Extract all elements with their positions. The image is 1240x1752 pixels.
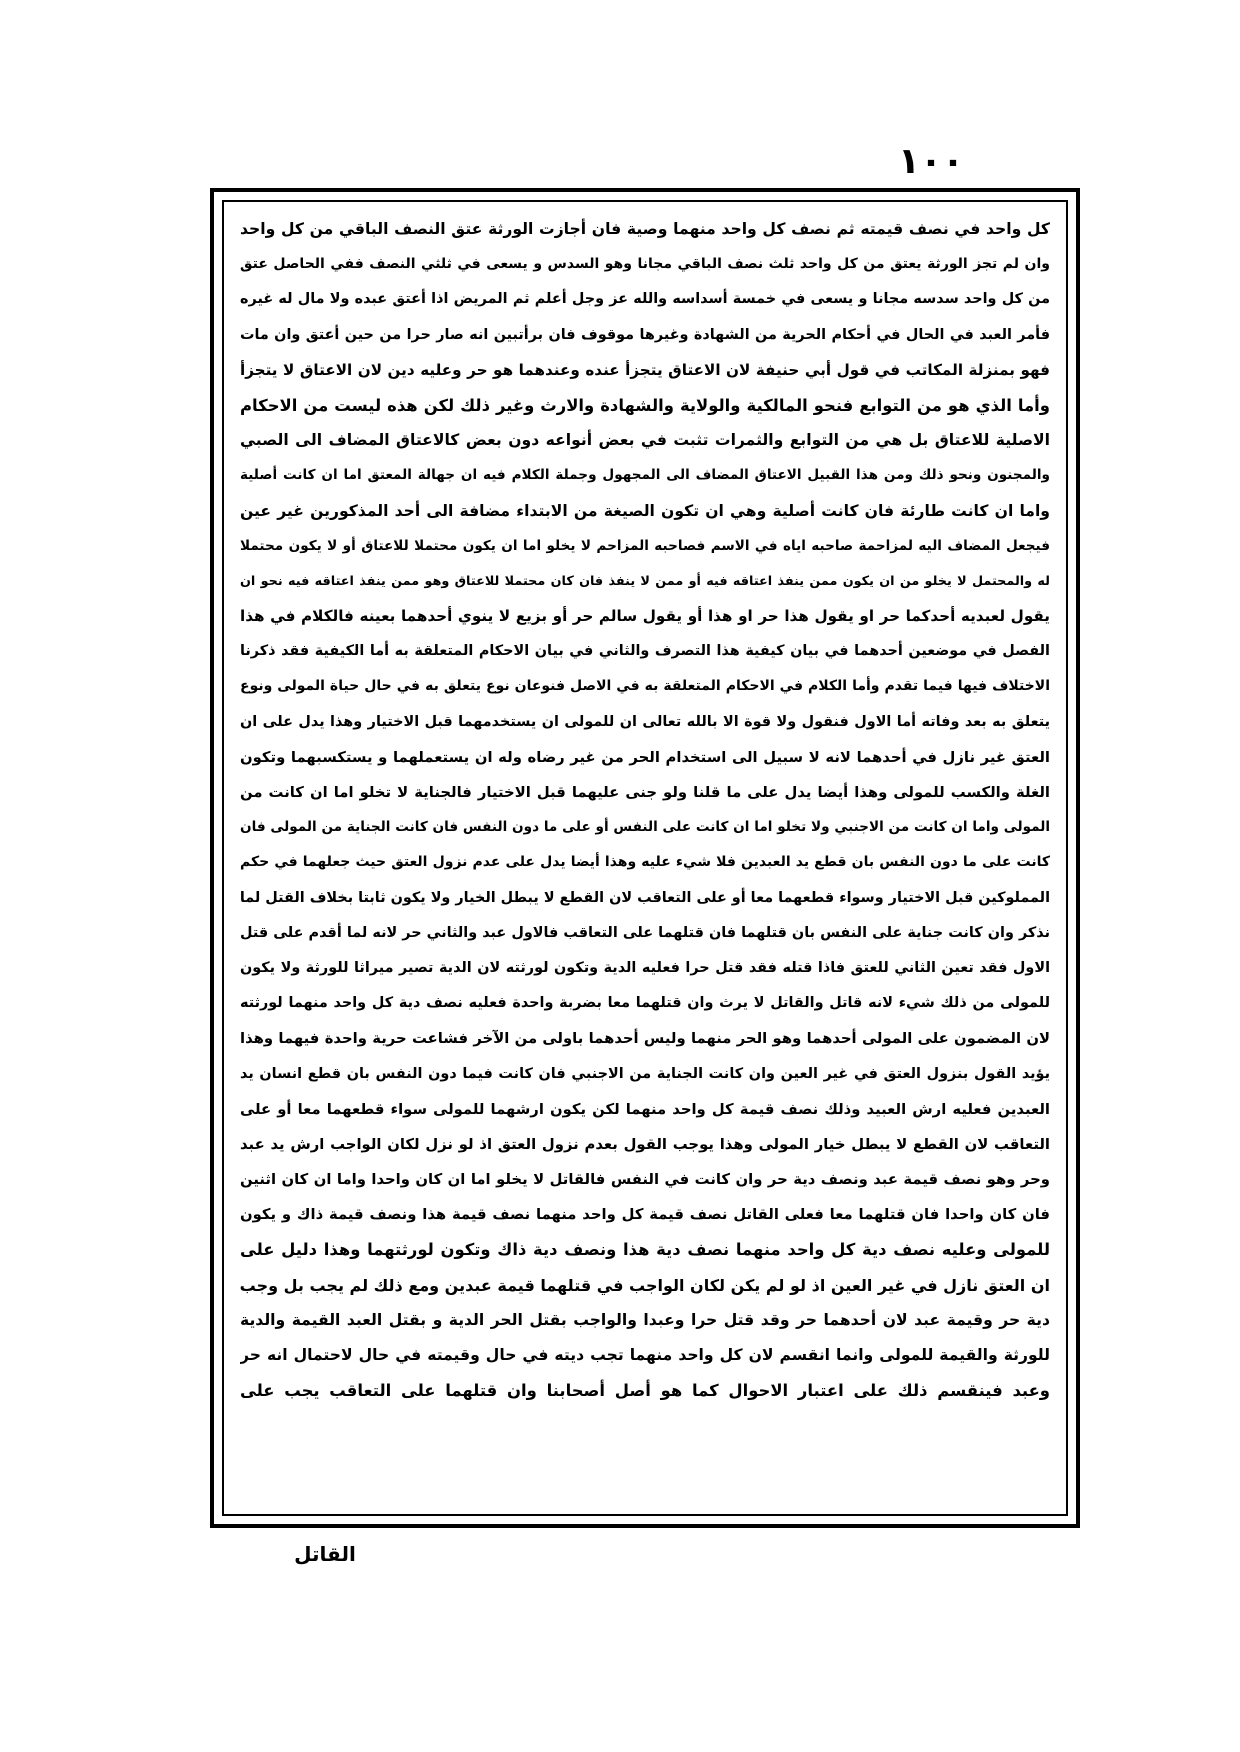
text-line: الاصلية للاعتاق بل هي من التوابع والثمرات تثبت في بعض أنواعه دون بعض كالاعتاق المضاف الى الصبي bbox=[240, 431, 1050, 450]
body-text bbox=[240, 212, 1050, 1504]
text-line: يقول لعبديه أحدكما حر او يقول هذا حر او هذا أو يقول سالم حر أو بزيع لا ينوي أحدهما بعينه فالكلام في هذا bbox=[240, 607, 1050, 626]
text-line: فهو بمنزلة المكاتب في قول أبي حنيفة لان الاعتاق يتجزأ عنده وعندهما هو حر وعليه دين لان الاعتاق لا يتجزأ bbox=[240, 360, 1050, 379]
text-line: نذكر وان كانت جناية على النفس بان قتلهما فان قتلهما على التعاقب فالاول عبد والثاني حر لانه لما أقدم على قتل bbox=[240, 924, 1050, 941]
text-line: يتعلق به بعد وفاته أما الاول فنقول ولا قوة الا بالله تعالى ان للمولى ان يستخدمهما قبل الاختيار وهذا يدل على ان bbox=[240, 713, 1050, 730]
page-frame bbox=[210, 188, 1080, 1528]
text-line: فيجعل المضاف اليه لمزاحمة صاحبه اياه في الاسم فصاحبه المزاحم لا يخلو اما ان يكون محتملا للاعتاق أو لا يكون محتملا bbox=[240, 537, 1050, 554]
text-line: لان المضمون على المولى أحدهما وهو الحر منهما وليس أحدهما باولى من الآخر فشاعت حرية واحدة فيهما وهذا bbox=[240, 1030, 1050, 1048]
text-line: وان لم تجز الورثة يعتق من كل واحد ثلث نصف الباقي مجانا وهو السدس و يسعى في ثلثي النصف ففي الحاصل عتق bbox=[240, 256, 1050, 273]
text-line: فان كان واحدا فان قتلهما معا فعلى القاتل نصف قيمة كل واحد منهما نصف قيمة هذا ونصف قيمة ذاك و يكون bbox=[240, 1206, 1050, 1224]
text-line: له والمحتمل لا يخلو من ان يكون ممن ينفذ اعتاقه فيه أو ممن لا ينفذ فان كان محتملا للاعتاق وهو ممن ينفذ اعتاقه فيه نحو ان bbox=[240, 573, 1050, 589]
text-line: الاختلاف فيها فيما تقدم وأما الكلام في الاحكام المتعلقة به في الاصل فنوعان نوع يتعلق به في حال حياة المولى ونوع bbox=[240, 678, 1050, 695]
text-line: واما ان كانت طارئة فان كانت أصلية وهي ان تكون الصيغة من الابتداء مضافة الى أحد المذكورين غير عين bbox=[240, 501, 1050, 520]
text-line: والمجنون ونحو ذلك ومن هذا القبيل الاعتاق المضاف الى المجهول وجملة الكلام فيه ان جهالة المعتق اما ان كانت أصلية bbox=[240, 467, 1050, 484]
page-frame-inner bbox=[222, 200, 1068, 1516]
text-line: فأمر العبد في الحال في أحكام الحرية من الشهادة وغيرها موقوف فان برأتبين انه صار حرا من حين أعتق وان مات bbox=[240, 326, 1050, 343]
text-line: دية حر وقيمة عبد لان أحدهما حر وقد قتل حرا وعبدا والواجب بقتل الحر الدية و بقتل العبد القيمة والدية bbox=[240, 1310, 1050, 1329]
text-line: وأما الذي هو من التوابع فنحو المالكية والولاية والشهادة والارث وغير ذلك لكن هذه ليست من الاحكام bbox=[240, 395, 1050, 415]
text-line: الغلة والكسب للمولى وهذا أيضا يدل على ما قلنا ولو جنى عليهما قبل الاختيار فالجناية لا تخلو اما ان كانت من bbox=[240, 784, 1050, 801]
catchword: القاتل bbox=[294, 1542, 356, 1566]
text-line: للمولى وعليه نصف دية كل واحد منهما نصف دية هذا ونصف دية ذاك وتكون لورثتهما وهذا دليل على bbox=[240, 1240, 1050, 1260]
page-number: ١٠٠ bbox=[898, 141, 964, 182]
text-line: الفصل في موضعين أحدهما في بيان كيفية هذا التصرف والثاني في بيان الاحكام المتعلقة به أما الكيفية فقد ذكرنا bbox=[240, 643, 1050, 660]
text-line: يؤيد القول بنزول العتق في غير العين وان كانت الجناية من الاجنبي فان كانت فيما دون النفس بان قطع انسان يد bbox=[240, 1065, 1050, 1082]
text-line: وحر وهو نصف قيمة عبد ونصف دية حر وان كانت في النفس فالقاتل لا يخلو اما ان كان واحدا واما ان كان اثنين bbox=[240, 1171, 1050, 1189]
text-line: من كل واحد سدسه مجانا و يسعى في خمسة أسداسه والله عز وجل أعلم ثم المريض اذا أعتق عبده ولا مال له غيره bbox=[240, 291, 1050, 308]
text-line: العتق غير نازل في أحدهما لانه لا سبيل الى استخدام الحر من غير رضاه وله ان يستعملهما و يستكسبهما وتكون bbox=[240, 748, 1050, 766]
text-line: للورثة والقيمة للمولى وانما انقسم لان كل واحد منهما تجب ديته في حال وقيمته في حال لاحتمال انه حر bbox=[240, 1346, 1050, 1364]
text-line: ان العتق نازل في غير العين اذ لو لم يكن لكان الواجب في قتلهما قيمة عبدين ومع ذلك لم يجب بل وجب bbox=[240, 1275, 1050, 1295]
text-line: التعاقب لان القطع لا يبطل خيار المولى وهذا يوجب القول بعدم نزول العتق اذ لو نزل لكان الواجب ارش يد عبد bbox=[240, 1135, 1050, 1153]
text-line: المملوكين قبل الاختيار وسواء قطعهما معا أو على التعاقب لان القطع لا يبطل الخيار ولا يكون ثابتا بخلاف القتل لما bbox=[240, 889, 1050, 906]
text-line: وعبد فينقسم ذلك على اعتبار الاحوال كما هو أصل أصحابنا وان قتلهما على التعاقب يجب على bbox=[240, 1381, 1050, 1401]
text-line: كل واحد في نصف قيمته ثم نصف كل واحد منهما وصية فان أجازت الورثة عتق النصف الباقي من كل واحد bbox=[240, 220, 1050, 238]
text-line: كانت على ما دون النفس بان قطع يد العبدين فلا شيء عليه وهذا أيضا يدل على عدم نزول العتق حيث جعلهما في حكم bbox=[240, 854, 1050, 871]
text-line: المولى واما ان كانت من الاجنبي ولا تخلو اما ان كانت على النفس أو على ما دون النفس فان كانت الجناية من المولى فان bbox=[240, 819, 1050, 836]
text-line: الاول فقد تعين الثاني للعتق فاذا قتله فقد قتل حرا فعليه الدية وتكون لورثته لان الدية تصير ميراثا للورثة ولا يكون bbox=[240, 959, 1050, 976]
text-line: للمولى من ذلك شيء لانه قاتل والقاتل لا يرث وان قتلهما معا بضربة واحدة فعليه نصف دية كل واحد منهما لورثته bbox=[240, 995, 1050, 1012]
text-line: العبدين فعليه ارش العبيد وذلك نصف قيمة كل واحد منهما لكن يكون ارشهما للمولى سواء قطعهما معا أو على bbox=[240, 1100, 1050, 1118]
